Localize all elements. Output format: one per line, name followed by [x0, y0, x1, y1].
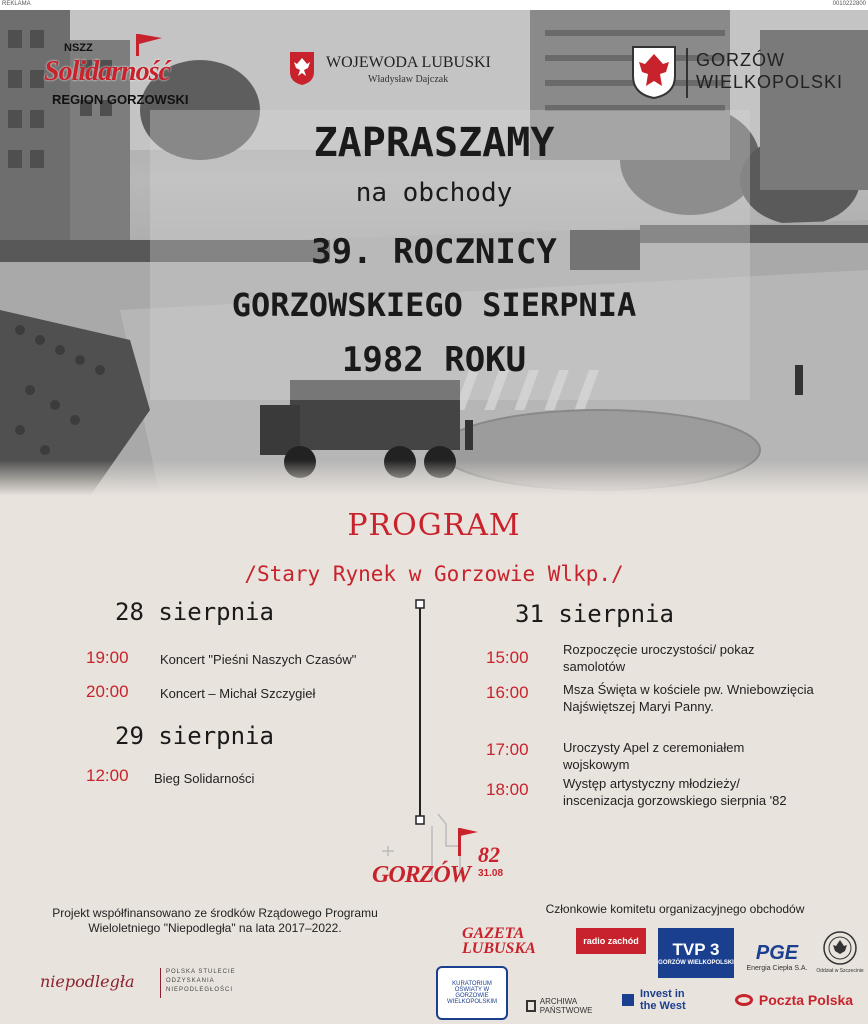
city-crest-icon — [630, 44, 678, 100]
headline-line-2: na obchody — [355, 178, 513, 208]
gazeta-line2: LUBUSKA — [462, 940, 536, 957]
program-title: PROGRAM — [347, 508, 521, 543]
seal-icon — [822, 930, 858, 966]
headline-line-3: 39. ROCZNICY — [311, 232, 557, 272]
sponsor-ipn — [818, 930, 862, 978]
day-label-29: 29 sierpnia — [115, 722, 274, 750]
event-time: 18:00 — [486, 780, 529, 799]
solidarnosc-logo — [44, 32, 194, 112]
funding-note: Projekt współfinansowano ze środków Rządowego Programu Wieloletniego "Niepodległa" na lata 2017–2022. — [52, 906, 378, 935]
nszz-label: NSZZ — [64, 42, 93, 54]
niepodlegla-subtitle: POLSKA STULECIE ODZYSKANIA NIEPODLEGŁOŚCI — [166, 969, 236, 993]
invest-icon — [622, 994, 634, 1006]
headline-line-1: ZAPRASZAMY — [313, 120, 555, 166]
emblem-word: GORZÓW — [372, 862, 471, 888]
event-time: 16:00 — [486, 683, 529, 702]
ipn-sub: Oddział w Szczecinie — [816, 968, 864, 974]
top-strip-right: 0010222800 — [832, 1, 866, 7]
gazeta-line1: GAZETA — [462, 925, 525, 942]
poczta-horn-icon — [735, 994, 753, 1006]
gorzow-city-logo — [630, 44, 844, 104]
niepodlegla-logo — [40, 966, 270, 1000]
gorzow-logo-line2: WIELKOPOLSKI — [696, 72, 844, 92]
historical-photo — [0, 10, 868, 496]
emblem-date: 31.08 — [478, 868, 504, 879]
event-time: 15:00 — [486, 648, 529, 667]
region-label: REGION GORZOWSKI — [52, 92, 189, 107]
event-desc: Bieg Solidarności — [154, 771, 255, 786]
archiwa-label: ARCHIWA PAŃSTWOWE — [539, 997, 593, 1015]
kuratorium-label: KURATORIUM OŚWIATY W GORZOWIE WIELKOPOLSKIM — [446, 981, 497, 1005]
radio-label: radio zachód — [583, 936, 639, 946]
top-strip-left: REKLAMA — [2, 1, 31, 7]
niepodlegla-wordmark: niepodległa — [40, 972, 135, 991]
emblem-number: 82 — [478, 842, 500, 867]
sponsor-kuratorium — [436, 966, 508, 1020]
gorzow-logo-line1: GORZÓW — [696, 50, 785, 70]
tvp-sub: GORZÓW WIELKOPOLSKI — [658, 960, 734, 966]
poczta-label: Poczta Polska — [758, 992, 854, 1008]
archiwa-icon — [526, 1000, 536, 1012]
solidarnosc-wordmark: Solidarność — [44, 56, 170, 87]
event-desc: Koncert – Michał Szczygieł — [160, 686, 316, 701]
sponsor-gazeta-lubuska — [462, 924, 562, 958]
event-desc: Rozpoczęcie uroczystości/ pokaz samolotów — [563, 642, 755, 674]
invest-label: Invest in the West — [640, 988, 686, 1012]
event-desc: Uroczysty Apel z ceremoniałem wojskowym — [563, 740, 745, 772]
pge-sub: Energia Ciepła S.A. — [746, 965, 808, 972]
wojewoda-name: Władysław Dajczak — [368, 74, 449, 85]
event-time: 19:00 — [86, 648, 129, 667]
eagle-shield-icon — [288, 50, 316, 86]
sponsor-poczta-polska — [724, 986, 864, 1014]
gorzow-82-emblem — [368, 806, 518, 896]
timeline-divider — [412, 598, 428, 828]
sponsor-radio-zachod — [576, 928, 646, 954]
sponsor-tvp3 — [658, 928, 734, 978]
sponsor-invest — [622, 986, 714, 1014]
program-place: /Stary Rynek w Gorzowie Wlkp./ — [244, 562, 624, 586]
event-desc: Występ artystyczny młodzieży/ inscenizacja gorzowskiego sierpnia '82 — [563, 776, 787, 808]
pge-label: PGE — [755, 942, 799, 964]
day-label-31: 31 sierpnia — [515, 600, 674, 628]
top-strip — [0, 0, 868, 10]
tvp-label: TVP 3 — [672, 940, 720, 959]
headline-line-4: GORZOWSKIEGO SIERPNIA — [231, 286, 637, 324]
event-time: 20:00 — [86, 682, 129, 701]
sponsor-pge — [742, 934, 812, 980]
event-desc: Msza Święta w kościele pw. Wniebowzięcia Najświętszej Maryi Panny. — [563, 682, 814, 714]
wojewoda-title: WOJEWODA LUBUSKI — [326, 54, 491, 71]
committee-title: Członkowie komitetu organizacyjnego obchodów — [545, 902, 805, 916]
event-desc: Koncert "Pieśni Naszych Czasów" — [160, 652, 357, 667]
sponsor-archiwa — [526, 996, 606, 1016]
wojewoda-logo — [288, 50, 498, 90]
event-time: 12:00 — [86, 766, 129, 785]
headline-line-5: 1982 ROKU — [341, 340, 527, 380]
event-time: 17:00 — [486, 740, 529, 759]
day-label-28: 28 sierpnia — [115, 598, 274, 626]
